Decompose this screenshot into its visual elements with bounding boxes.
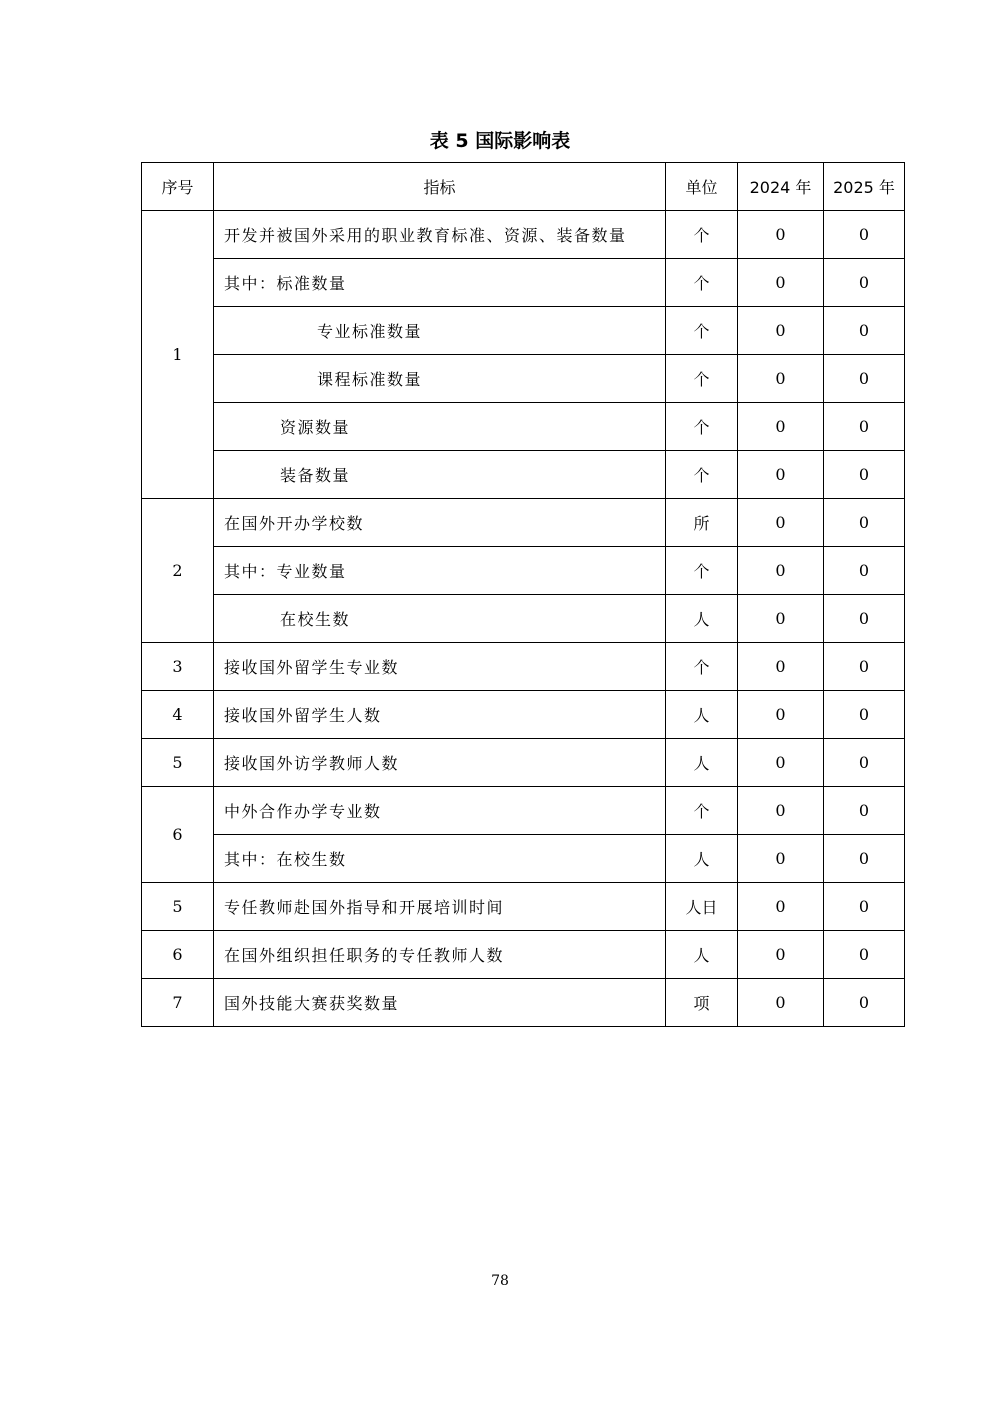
cell-unit: 所 [666, 499, 738, 547]
cell-y2024: 0 [738, 979, 824, 1027]
header-2024: 2024 年 [738, 163, 824, 211]
cell-y2024: 0 [738, 499, 824, 547]
table-row [142, 691, 905, 739]
cell-indicator: 课程标准数量 [214, 355, 666, 403]
cell-unit: 个 [666, 259, 738, 307]
cell-unit: 个 [666, 211, 738, 259]
table-row [142, 595, 905, 643]
cell-y2025: 0 [824, 787, 905, 835]
cell-y2024: 0 [738, 883, 824, 931]
cell-y2024: 0 [738, 403, 824, 451]
table-row [142, 835, 905, 883]
cell-indicator: 中外合作办学专业数 [214, 787, 666, 835]
table-row [142, 403, 905, 451]
table-row [142, 643, 905, 691]
cell-seq: 4 [142, 691, 214, 739]
cell-seq: 5 [142, 883, 214, 931]
table-row [142, 931, 905, 979]
cell-y2025: 0 [824, 211, 905, 259]
cell-unit: 人 [666, 931, 738, 979]
cell-seq: 1 [142, 211, 214, 499]
header-indicator: 指标 [214, 163, 666, 211]
table-row [142, 499, 905, 547]
cell-y2024: 0 [738, 307, 824, 355]
cell-unit: 个 [666, 787, 738, 835]
cell-indicator: 其中：标准数量 [214, 259, 666, 307]
cell-unit: 个 [666, 643, 738, 691]
cell-y2024: 0 [738, 451, 824, 499]
cell-y2024: 0 [738, 355, 824, 403]
cell-y2025: 0 [824, 739, 905, 787]
cell-y2025: 0 [824, 307, 905, 355]
cell-unit: 个 [666, 547, 738, 595]
cell-y2024: 0 [738, 787, 824, 835]
cell-indicator: 接收国外访学教师人数 [214, 739, 666, 787]
cell-y2025: 0 [824, 547, 905, 595]
cell-y2024: 0 [738, 931, 824, 979]
cell-seq: 3 [142, 643, 214, 691]
cell-unit: 人日 [666, 883, 738, 931]
cell-y2024: 0 [738, 547, 824, 595]
cell-unit: 人 [666, 595, 738, 643]
cell-indicator: 资源数量 [214, 403, 666, 451]
cell-y2025: 0 [824, 979, 905, 1027]
table-row [142, 451, 905, 499]
cell-y2025: 0 [824, 883, 905, 931]
cell-y2025: 0 [824, 931, 905, 979]
cell-indicator: 国外技能大赛获奖数量 [214, 979, 666, 1027]
cell-y2025: 0 [824, 259, 905, 307]
cell-indicator: 开发并被国外采用的职业教育标准、资源、装备数量 [214, 211, 666, 259]
table-title: 表 5 国际影响表 [429, 130, 571, 152]
cell-seq: 2 [142, 499, 214, 643]
cell-y2025: 0 [824, 499, 905, 547]
international-influence-table [141, 162, 905, 1027]
cell-y2024: 0 [738, 691, 824, 739]
cell-y2024: 0 [738, 835, 824, 883]
cell-indicator: 接收国外留学生专业数 [214, 643, 666, 691]
cell-y2024: 0 [738, 595, 824, 643]
table-row [142, 307, 905, 355]
header-2025: 2025 年 [824, 163, 905, 211]
cell-y2025: 0 [824, 595, 905, 643]
cell-unit: 个 [666, 451, 738, 499]
cell-indicator: 专业标准数量 [214, 307, 666, 355]
cell-y2025: 0 [824, 355, 905, 403]
table-row [142, 979, 905, 1027]
table-header-row [142, 163, 905, 211]
cell-y2025: 0 [824, 643, 905, 691]
cell-indicator: 在国外组织担任职务的专任教师人数 [214, 931, 666, 979]
cell-y2024: 0 [738, 211, 824, 259]
cell-unit: 个 [666, 403, 738, 451]
cell-indicator: 在校生数 [214, 595, 666, 643]
cell-unit: 人 [666, 835, 738, 883]
cell-unit: 人 [666, 739, 738, 787]
cell-unit: 人 [666, 691, 738, 739]
table-row [142, 259, 905, 307]
cell-indicator: 其中：专业数量 [214, 547, 666, 595]
cell-indicator: 装备数量 [214, 451, 666, 499]
cell-y2025: 0 [824, 403, 905, 451]
table-row [142, 355, 905, 403]
cell-seq: 6 [142, 787, 214, 883]
cell-unit: 个 [666, 355, 738, 403]
table-row [142, 787, 905, 835]
cell-y2025: 0 [824, 451, 905, 499]
cell-y2024: 0 [738, 259, 824, 307]
cell-unit: 个 [666, 307, 738, 355]
cell-indicator: 接收国外留学生人数 [214, 691, 666, 739]
table-row [142, 739, 905, 787]
cell-indicator: 其中：在校生数 [214, 835, 666, 883]
header-unit: 单位 [666, 163, 738, 211]
cell-y2024: 0 [738, 643, 824, 691]
table-row [142, 211, 905, 259]
cell-seq: 7 [142, 979, 214, 1027]
cell-y2024: 0 [738, 739, 824, 787]
cell-y2025: 0 [824, 835, 905, 883]
header-seq: 序号 [142, 163, 214, 211]
cell-indicator: 专任教师赴国外指导和开展培训时间 [214, 883, 666, 931]
table-body [142, 211, 905, 1027]
cell-seq: 5 [142, 739, 214, 787]
cell-seq: 6 [142, 931, 214, 979]
table-row [142, 883, 905, 931]
page-number: 78 [491, 1273, 509, 1289]
cell-unit: 项 [666, 979, 738, 1027]
table-row [142, 547, 905, 595]
cell-indicator: 在国外开办学校数 [214, 499, 666, 547]
cell-y2025: 0 [824, 691, 905, 739]
